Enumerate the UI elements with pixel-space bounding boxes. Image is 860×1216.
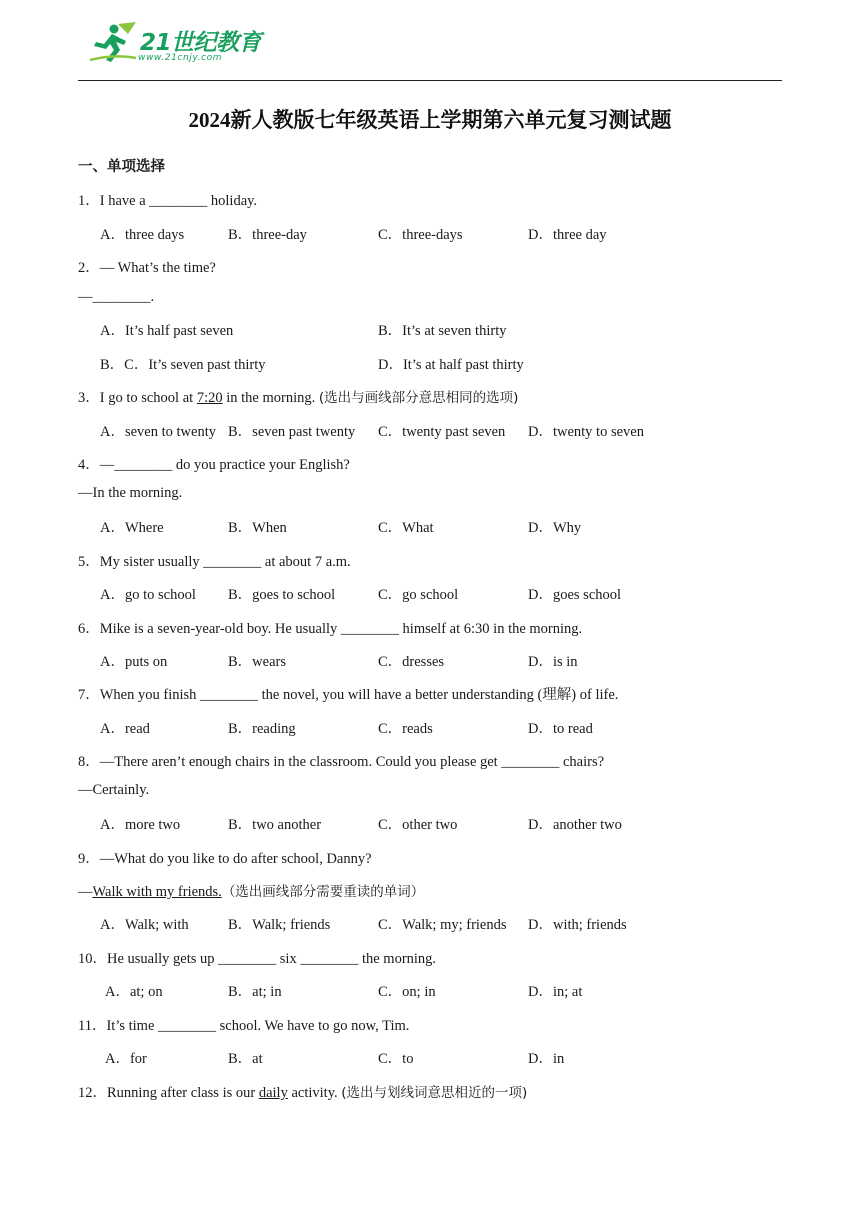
option[interactable]: A．go to school <box>100 587 196 603</box>
question-4-reply: —In the morning. <box>78 485 183 501</box>
option[interactable]: D．It’s at half past thirty <box>378 357 524 373</box>
option[interactable]: B．When <box>228 520 287 536</box>
option[interactable]: C．other two <box>378 817 458 833</box>
option[interactable]: D．with; friends <box>528 917 627 933</box>
question-12: 12．Running after class is our daily activity. (选出与划线词意思相近的一项) <box>78 1085 528 1101</box>
question-2-reply: —________. <box>78 289 155 305</box>
option[interactable]: C．to <box>378 1051 414 1067</box>
option[interactable]: A．three days <box>100 227 185 243</box>
option[interactable]: A．Walk; with <box>100 917 189 933</box>
runner-logo-icon <box>88 20 140 64</box>
option[interactable]: A．Where <box>100 520 164 536</box>
option[interactable]: D．goes school <box>528 587 622 603</box>
option[interactable]: C．go school <box>378 587 459 603</box>
question-7: 7．When you finish ________ the novel, you will have a better understanding (理解) of life. <box>78 687 619 703</box>
logo-url: www.21cnjy.com <box>138 53 223 63</box>
option[interactable]: B．wears <box>228 654 286 670</box>
option[interactable]: A．puts on <box>100 654 168 670</box>
option[interactable]: B．C．It’s seven past thirty <box>100 357 266 373</box>
underlined-text: Walk with my friends. <box>92 884 222 900</box>
option[interactable]: C．dresses <box>378 654 445 670</box>
option[interactable]: B．Walk; friends <box>228 917 331 933</box>
option[interactable]: B．at <box>228 1051 263 1067</box>
option[interactable]: C．twenty past seven <box>378 424 506 440</box>
section-heading: 一、单项选择 <box>78 159 165 175</box>
option[interactable]: D．twenty to seven <box>528 424 644 440</box>
option[interactable]: D．another two <box>528 817 622 833</box>
option[interactable]: C．Walk; my; friends <box>378 917 507 933</box>
question-4: 4．—________ do you practice your English? <box>78 457 350 473</box>
question-6: 6．Mike is a seven-year-old boy. He usually ________ himself at 6:30 in the morning. <box>78 621 583 637</box>
option[interactable]: A．read <box>100 721 150 737</box>
option[interactable]: D．is in <box>528 654 578 670</box>
option[interactable]: C．reads <box>378 721 433 737</box>
option[interactable]: A．for <box>105 1051 147 1067</box>
option[interactable]: C．three-days <box>378 227 463 243</box>
site-logo <box>88 20 338 66</box>
logo-name: 21世纪教育 <box>140 30 262 56</box>
option[interactable]: A．more two <box>100 817 181 833</box>
option[interactable]: B．at; in <box>228 984 282 1000</box>
underlined-text: 7:20 <box>196 390 223 406</box>
question-8-reply: —Certainly. <box>78 782 150 798</box>
option[interactable]: D．in; at <box>528 984 583 1000</box>
option[interactable]: B．It’s at seven thirty <box>378 323 507 339</box>
option[interactable]: C．on; in <box>378 984 436 1000</box>
question-3: 3．I go to school at 7:20 in the morning. (选出与画线部分意思相同的选项) <box>78 390 519 406</box>
option[interactable]: B．goes to school <box>228 587 336 603</box>
question-11: 11．It’s time ________ school. We have to go now, Tim. <box>78 1018 410 1034</box>
option[interactable]: D．to read <box>528 721 593 737</box>
option[interactable]: C．What <box>378 520 434 536</box>
option[interactable]: B．three-day <box>228 227 307 243</box>
option[interactable]: B．reading <box>228 721 296 737</box>
question-2: 2．— What’s the time? <box>78 260 216 276</box>
question-10: 10．He usually gets up ________ six ________ the morning. <box>78 951 437 967</box>
option[interactable]: A．It’s half past seven <box>100 323 234 339</box>
question-9-reply: —Walk with my friends.（选出画线部分需要重读的单词） <box>78 884 425 900</box>
question-9: 9．—What do you like to do after school, Danny? <box>78 851 372 867</box>
option[interactable]: B．two another <box>228 817 322 833</box>
option[interactable]: B．seven past twenty <box>228 424 356 440</box>
question-1: 1．I have a ________ holiday. <box>78 193 258 209</box>
option[interactable]: D．three day <box>528 227 607 243</box>
underlined-text: daily <box>258 1085 288 1101</box>
page-title: 2024新人教版七年级英语上学期第六单元复习测试题 <box>188 108 672 132</box>
option[interactable]: A．seven to twenty <box>100 424 216 440</box>
option[interactable]: D．in <box>528 1051 565 1067</box>
option[interactable]: D．Why <box>528 520 582 536</box>
option[interactable]: A．at; on <box>105 984 163 1000</box>
question-8: 8．—There aren’t enough chairs in the classroom. Could you please get ________ chairs? <box>78 754 605 770</box>
question-5: 5．My sister usually ________ at about 7 a.m. <box>78 554 351 570</box>
